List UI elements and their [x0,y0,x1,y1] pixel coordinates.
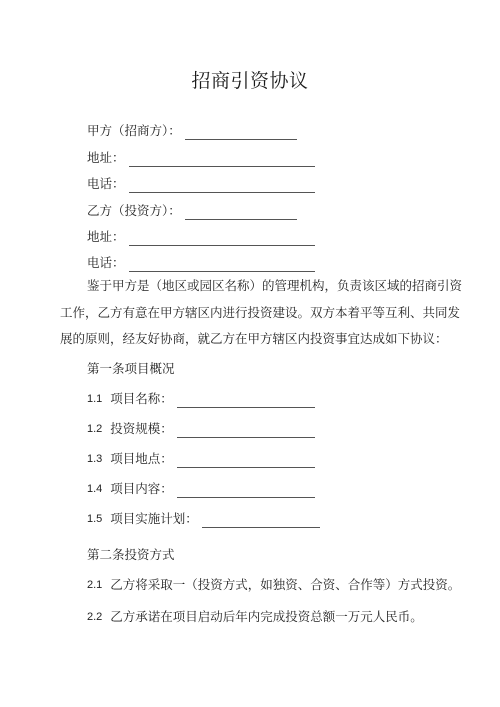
item-number: 2.1 [87,579,103,591]
party-b-phone-blank [129,258,315,272]
item-blank [202,514,320,528]
party-a-row [87,122,297,140]
party-a-label: 甲方（招商方）： [87,123,181,138]
article1-heading: 第一条项目概况 [87,361,175,376]
article1-item [87,450,315,468]
item-text: 乙方承诺在项目启动后年内完成投资总额一万元人民币。 [110,609,423,624]
party-a-phone-label: 电话： [87,176,125,191]
intro-line: 工作，乙方有意在甲方辖区内进行投资建设。双方本着平等互利、共同发 [60,304,461,320]
party-b-row [87,202,297,220]
intro-line: 展的原则，经友好协商，就乙方在甲方辖区内投资事宜达成如下协议： [60,331,448,346]
item-number: 1.5 [87,513,103,525]
item-label: 项目地点： [110,451,173,466]
item-label: 项目内容： [110,481,173,496]
party-b-blank [185,206,297,220]
item-number: 1.2 [87,423,103,435]
document-title: 招商引资协议 [191,70,309,92]
party-a-phone-row [87,175,315,193]
party-a-address-blank [129,153,315,167]
item-blank [177,484,315,498]
item-label: 项目实施计划： [110,511,198,526]
item-number: 2.2 [87,611,103,623]
party-a-blank [185,126,297,140]
party-b-phone-label: 电话： [87,255,125,270]
item-blank [177,394,315,408]
article2-item [87,608,423,626]
article1-item [87,390,315,408]
article2-heading: 第二条投资方式 [87,547,175,562]
party-a-address-row [87,149,315,167]
item-text: 乙方将采取一（投资方式，如独资、合资、合作等）方式投资。 [110,577,461,592]
party-b-address-blank [129,232,315,246]
intro-paragraph [60,273,463,353]
article2-item [87,576,460,594]
party-b-address-label: 地址： [87,229,125,244]
item-number: 1.3 [87,453,103,465]
item-number: 1.4 [87,483,103,495]
party-b-phone-row [87,254,315,272]
item-label: 投资规模： [110,421,173,436]
party-a-phone-blank [129,179,315,193]
item-label: 项目名称： [110,391,173,406]
party-b-address-row [87,228,315,246]
party-b-label: 乙方（投资方）： [87,203,181,218]
item-blank [177,424,315,438]
intro-line: 鉴于甲方是（地区或园区名称）的管理机构，负责该区域的招商引资 [87,278,463,293]
party-a-address-label: 地址： [87,150,125,165]
article1-item [87,420,315,438]
article1-item [87,480,315,498]
item-number: 1.1 [87,393,103,405]
item-blank [177,454,315,468]
article1-item [87,510,320,528]
